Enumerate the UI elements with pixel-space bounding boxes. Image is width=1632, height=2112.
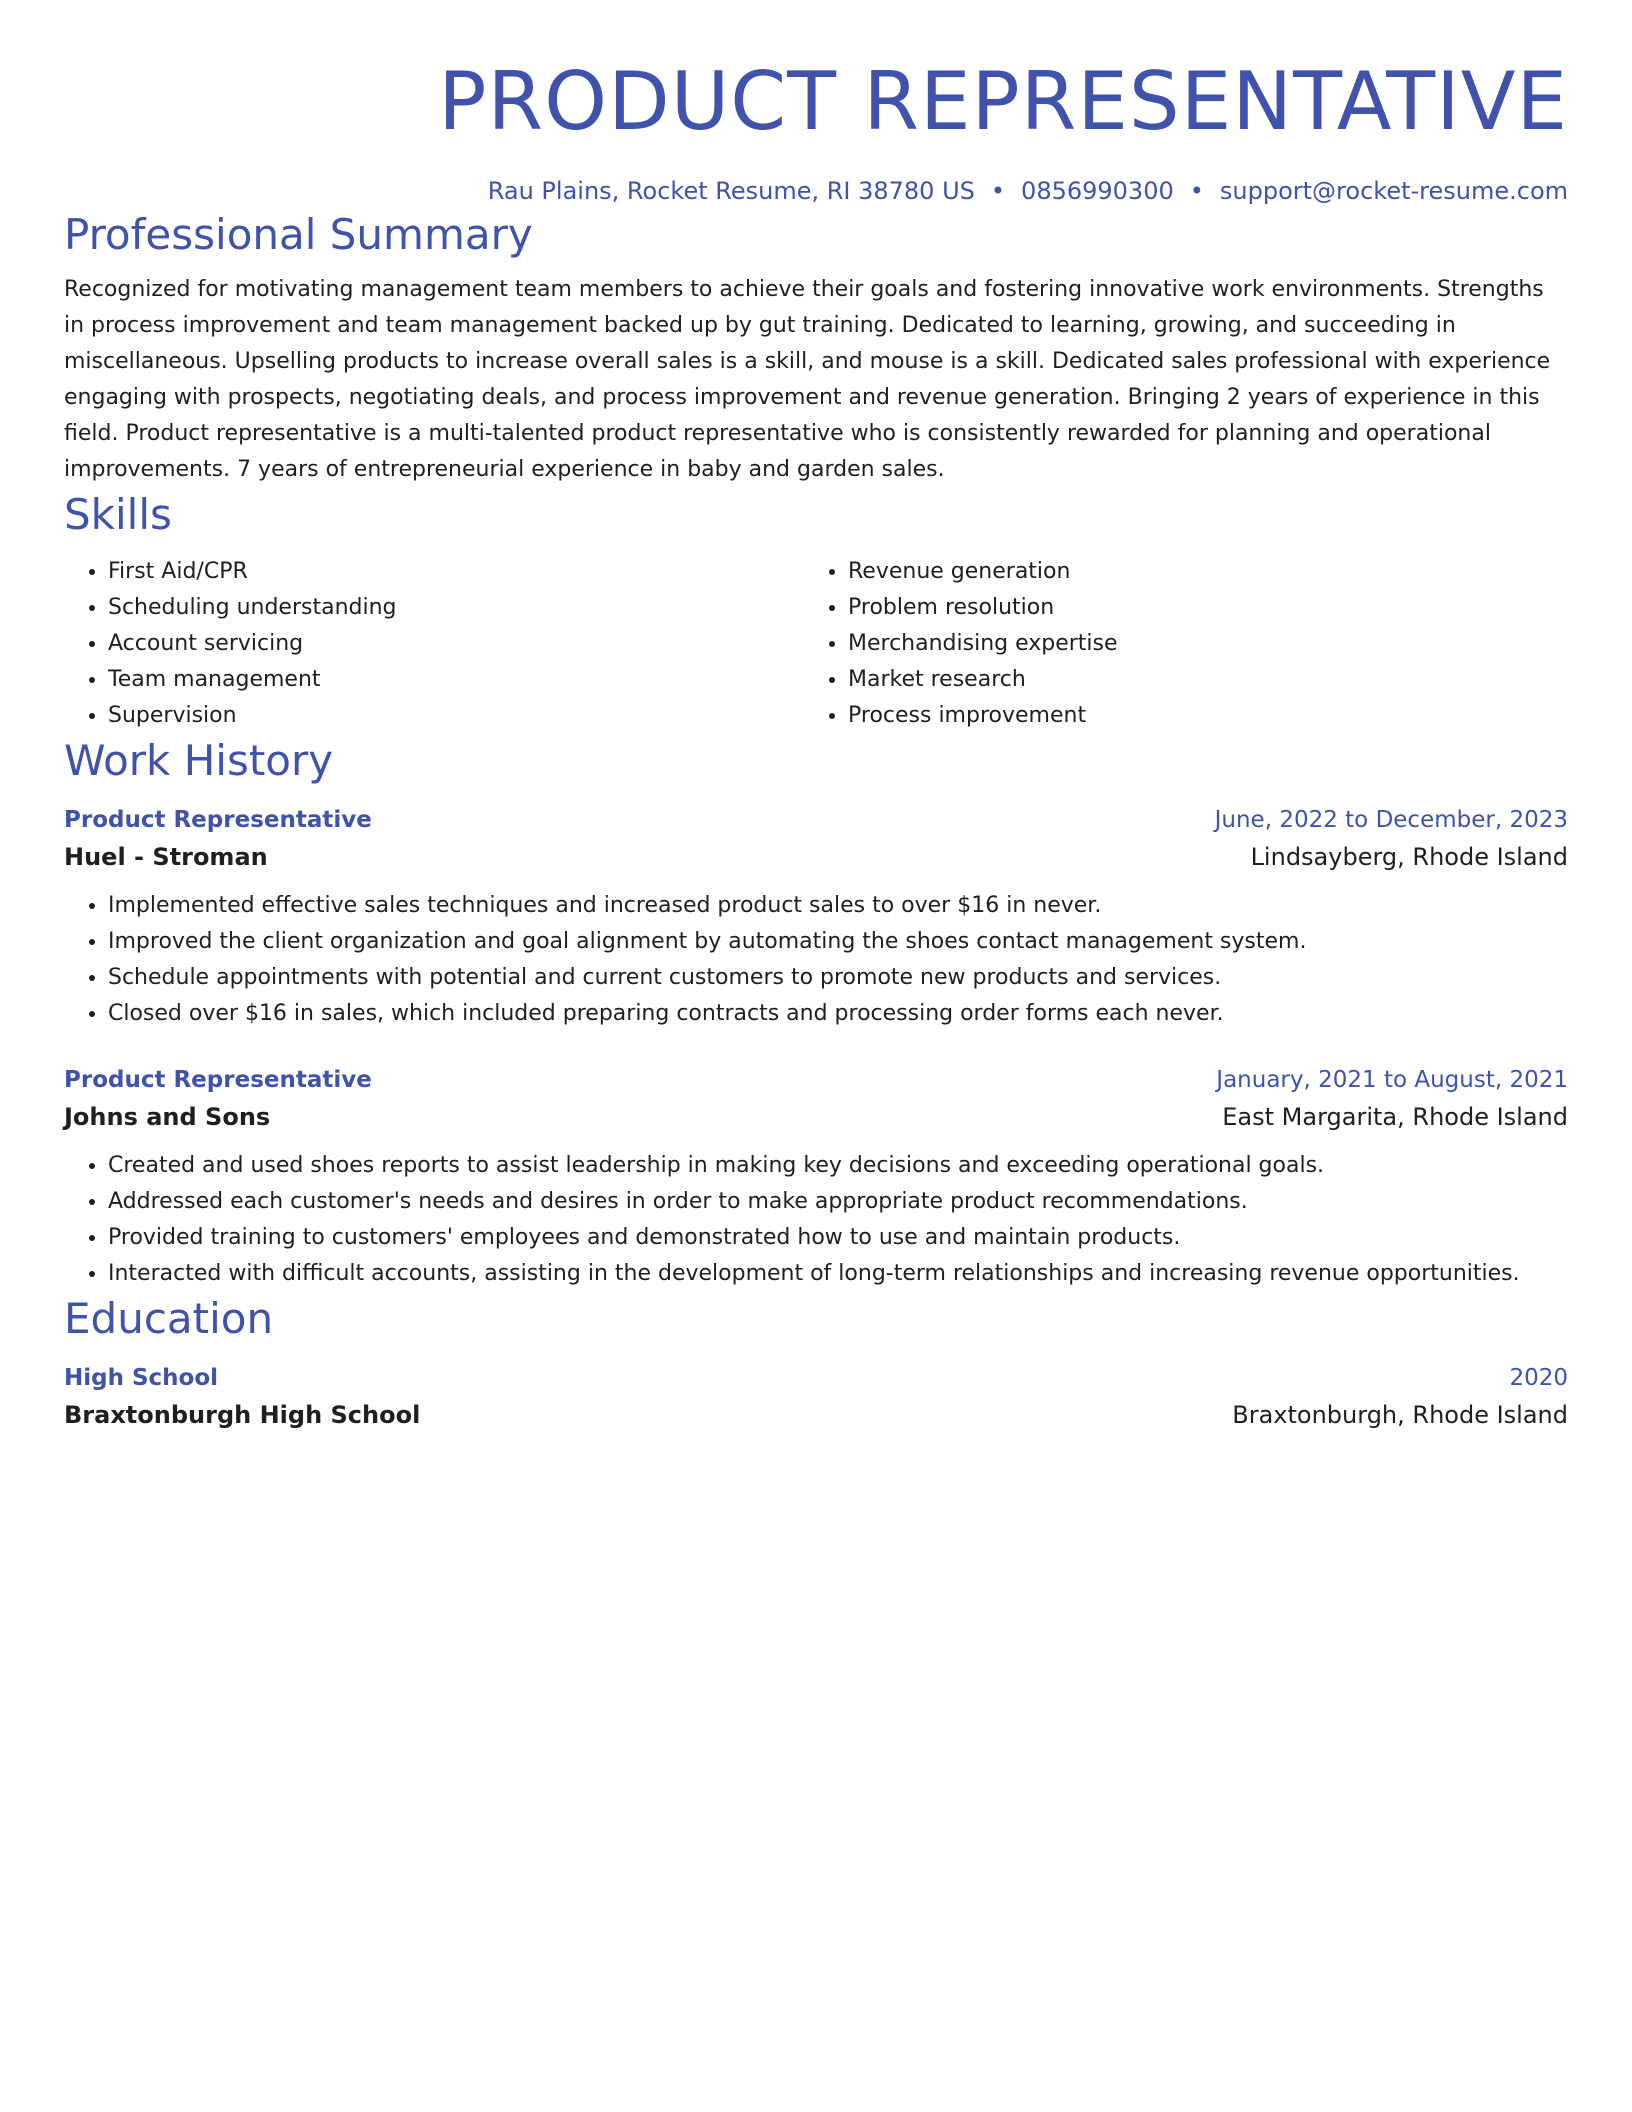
job-bullet: • Schedule appointments with potential and current customers to promote new products and services. — [108, 960, 1568, 996]
job-dates: June, 2022 to December, 2023 — [1214, 807, 1568, 833]
skill-item: • Supervision — [108, 698, 804, 734]
job-entry — [64, 802, 1568, 1032]
education-location: Braxtonburgh, Rhode Island — [1232, 1401, 1568, 1429]
job-company: Huel - Stroman — [64, 843, 268, 871]
contact-separator: • — [1189, 177, 1204, 205]
contact-line — [64, 174, 1568, 208]
contact-separator: • — [990, 177, 1006, 205]
education-year: 2020 — [1509, 1365, 1568, 1391]
education-degree: High School — [64, 1365, 219, 1391]
skills-heading: Skills — [64, 490, 172, 539]
skill-item: • Team management — [108, 662, 804, 698]
job-entry — [64, 1062, 1568, 1292]
summary-heading: Professional Summary — [64, 210, 533, 259]
skill-item: • Revenue generation — [848, 554, 1544, 590]
skill-item: • Merchandising expertise — [848, 626, 1544, 662]
job-bullet: • Improved the client organization and goal alignment by automating the shoes contact management system. — [108, 924, 1568, 960]
job-bullet: • Closed over $16 in sales, which included preparing contracts and processing order forms each never. — [108, 996, 1568, 1032]
contact-email[interactable]: support@rocket-resume.com — [1219, 177, 1568, 205]
job-company: Johns and Sons — [64, 1103, 271, 1131]
job-bullet: • Interacted with difficult accounts, assisting in the development of long-term relationships and increasing revenue opportunities. — [108, 1256, 1568, 1292]
job-bullet: • Created and used shoes reports to assist leadership in making key decisions and exceeding operational goals. — [108, 1148, 1568, 1184]
skill-item: • Process improvement — [848, 698, 1544, 734]
skill-item: • Scheduling understanding — [108, 590, 804, 626]
job-bullets — [64, 888, 1568, 1032]
skill-item: • First Aid/CPR — [108, 554, 804, 590]
job-bullet: • Provided training to customers' employees and demonstrated how to use and maintain products. — [108, 1220, 1568, 1256]
contact-phone: 0856990300 — [1021, 177, 1174, 205]
job-title: Product Representative — [64, 807, 372, 833]
skills-column-right — [804, 554, 1544, 734]
summary-text: Recognized for motivating management team members to achieve their goals and fostering innovative work environments. Strengths in process improvement and team management backed up by gut training. Dedicated to learning, growing, and succeeding in miscellaneous. Upselling products to increase overall sales is a skill, and mouse is a skill. Dedicated sales professional with experience engaging with prospects, negotiating deals, and process improvement and revenue generation. Bringing 2 years of experience in this field. Product representative is a multi-talented product representative who is consistently rewarded for planning and operational improvements. 7 years of entrepreneurial experience in baby and garden sales. — [64, 277, 1551, 482]
job-bullet: • Addressed each customer's needs and desires in order to make appropriate product recommendations. — [108, 1184, 1568, 1220]
work-history-heading: Work History — [64, 736, 334, 785]
contact-address: Rau Plains, Rocket Resume, RI 38780 US — [487, 177, 975, 205]
education-heading: Education — [64, 1294, 274, 1343]
skill-item: • Problem resolution — [848, 590, 1544, 626]
education-school: Braxtonburgh High School — [64, 1401, 421, 1429]
resume-title: PRODUCT REPRESENTATIVE — [438, 55, 1568, 148]
education-entry — [64, 1360, 1568, 1434]
skill-item: • Account servicing — [108, 626, 804, 662]
job-bullet: • Implemented effective sales techniques and increased product sales to over $16 in never. — [108, 888, 1568, 924]
job-dates: January, 2021 to August, 2021 — [1216, 1067, 1568, 1093]
skill-item: • Market research — [848, 662, 1544, 698]
job-location: East Margarita, Rhode Island — [1222, 1103, 1568, 1131]
job-title: Product Representative — [64, 1067, 372, 1093]
job-bullets — [64, 1148, 1568, 1292]
skills-list — [64, 554, 1568, 734]
job-location: Lindsayberg, Rhode Island — [1250, 843, 1568, 871]
skills-column-left — [64, 554, 804, 734]
